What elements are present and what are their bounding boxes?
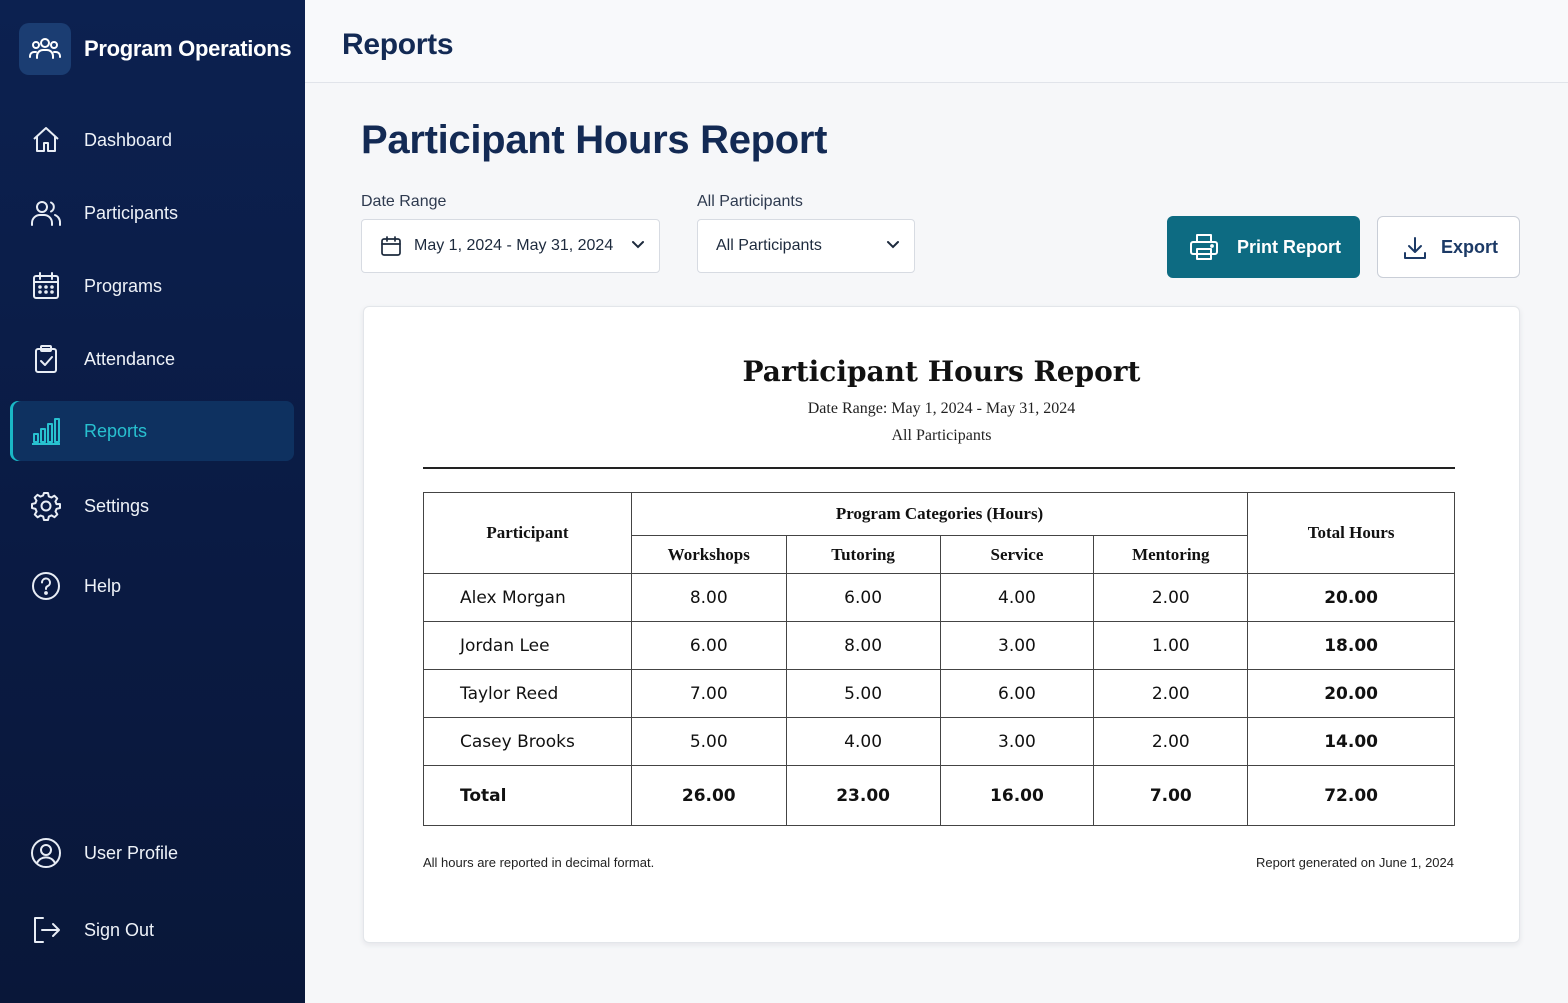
sidebar-item-sign-out[interactable] bbox=[10, 900, 294, 960]
sidebar-item-label: Programs bbox=[84, 275, 163, 296]
grand-total: 72.00 bbox=[1248, 766, 1455, 826]
row-total-hours: 14.00 bbox=[1248, 718, 1455, 766]
participant-name: Jordan Lee bbox=[424, 622, 632, 670]
calendar-icon bbox=[380, 235, 402, 262]
sidebar-item-settings[interactable] bbox=[10, 476, 294, 536]
participant-name: Taylor Reed bbox=[424, 670, 632, 718]
sidebar-item-attendance[interactable] bbox=[10, 329, 294, 389]
service-header: Service bbox=[940, 536, 1094, 574]
top-header bbox=[305, 0, 1568, 83]
sidebar-item-label: Settings bbox=[84, 495, 150, 516]
table-row bbox=[424, 670, 1455, 718]
sign-out-icon bbox=[30, 914, 62, 946]
sidebar-item-label: Help bbox=[84, 575, 122, 596]
service-hours: 6.00 bbox=[940, 670, 1094, 718]
print-report-label: Print Report bbox=[1237, 236, 1342, 257]
totals-label: Total bbox=[424, 766, 632, 826]
gear-icon bbox=[30, 490, 62, 522]
program-categories-header: Program Categories (Hours) bbox=[631, 493, 1247, 536]
header-title: Reports bbox=[342, 28, 454, 61]
brand[interactable] bbox=[19, 23, 291, 75]
export-button[interactable] bbox=[1377, 216, 1520, 278]
table-row bbox=[424, 718, 1455, 766]
participant-header: Participant bbox=[424, 493, 632, 574]
sidebar-item-programs[interactable] bbox=[10, 256, 294, 316]
totals-row bbox=[424, 766, 1455, 826]
chevron-down-icon bbox=[631, 237, 645, 255]
row-total-hours: 20.00 bbox=[1248, 670, 1455, 718]
table-row bbox=[424, 622, 1455, 670]
report-title: Participant Hours Report bbox=[742, 355, 1141, 388]
workshops-hours: 8.00 bbox=[631, 574, 786, 622]
date-range-label: Date Range bbox=[361, 193, 447, 210]
download-icon bbox=[1402, 235, 1428, 266]
participants-select-value: All Participants bbox=[716, 237, 822, 254]
print-report-button[interactable] bbox=[1167, 216, 1360, 278]
participant-name: Casey Brooks bbox=[424, 718, 632, 766]
sidebar-item-label: Reports bbox=[84, 420, 148, 441]
mentoring-hours: 2.00 bbox=[1094, 718, 1248, 766]
sidebar-item-label: User Profile bbox=[84, 842, 179, 863]
sidebar-item-label: Dashboard bbox=[84, 129, 173, 150]
report-generated-date: Report generated on June 1, 2024 bbox=[1255, 855, 1454, 870]
service-total: 16.00 bbox=[940, 766, 1094, 826]
mentoring-header: Mentoring bbox=[1094, 536, 1248, 574]
tutoring-total: 23.00 bbox=[786, 766, 940, 826]
report-preview bbox=[363, 306, 1520, 943]
date-range-select[interactable] bbox=[361, 219, 660, 273]
row-total-hours: 20.00 bbox=[1248, 574, 1455, 622]
sidebar-item-label: Participants bbox=[84, 202, 179, 223]
workshops-hours: 6.00 bbox=[631, 622, 786, 670]
mentoring-hours: 1.00 bbox=[1094, 622, 1248, 670]
page-title: Participant Hours Report bbox=[361, 118, 828, 162]
tutoring-hours: 4.00 bbox=[786, 718, 940, 766]
sidebar-item-help[interactable] bbox=[10, 556, 294, 616]
table-row bbox=[424, 574, 1455, 622]
mentoring-total: 7.00 bbox=[1094, 766, 1248, 826]
participant-name: Alex Morgan bbox=[424, 574, 632, 622]
sidebar-item-label: Sign Out bbox=[84, 919, 155, 940]
sidebar-item-dashboard[interactable] bbox=[10, 110, 294, 170]
sidebar-item-reports[interactable] bbox=[10, 401, 294, 461]
home-icon bbox=[30, 124, 62, 156]
printer-icon bbox=[1189, 233, 1219, 266]
hours-table bbox=[423, 492, 1455, 826]
user-circle-icon bbox=[30, 837, 62, 869]
tutoring-hours: 8.00 bbox=[786, 622, 940, 670]
users-group-icon bbox=[19, 23, 71, 75]
calendar-icon bbox=[30, 270, 62, 302]
workshops-hours: 5.00 bbox=[631, 718, 786, 766]
users-icon bbox=[30, 197, 62, 229]
chevron-down-icon bbox=[886, 237, 900, 255]
tutoring-hours: 6.00 bbox=[786, 574, 940, 622]
sidebar-item-user-profile[interactable] bbox=[10, 823, 294, 883]
workshops-header: Workshops bbox=[631, 536, 786, 574]
report-footnote: All hours are reported in decimal format. bbox=[423, 855, 655, 870]
sidebar bbox=[0, 0, 305, 1003]
bar-chart-icon bbox=[30, 415, 62, 447]
service-hours: 3.00 bbox=[940, 622, 1094, 670]
report-scope: All Participants bbox=[891, 427, 992, 444]
workshops-total: 26.00 bbox=[631, 766, 786, 826]
sidebar-item-label: Attendance bbox=[84, 348, 176, 369]
app-name: Program Operations bbox=[84, 36, 292, 61]
row-total-hours: 18.00 bbox=[1248, 622, 1455, 670]
workshops-hours: 7.00 bbox=[631, 670, 786, 718]
service-hours: 3.00 bbox=[940, 718, 1094, 766]
participants-filter-label: All Participants bbox=[697, 193, 803, 210]
sidebar-item-participants[interactable] bbox=[10, 183, 294, 243]
mentoring-hours: 2.00 bbox=[1094, 670, 1248, 718]
help-circle-icon bbox=[30, 570, 62, 602]
date-range-value: May 1, 2024 - May 31, 2024 bbox=[414, 237, 614, 254]
report-date-range: Date Range: May 1, 2024 - May 31, 2024 bbox=[807, 400, 1076, 417]
tutoring-header: Tutoring bbox=[786, 536, 940, 574]
export-label: Export bbox=[1441, 236, 1499, 257]
total-hours-header: Total Hours bbox=[1248, 493, 1455, 574]
report-divider bbox=[423, 467, 1455, 469]
tutoring-hours: 5.00 bbox=[786, 670, 940, 718]
participants-select[interactable] bbox=[697, 219, 915, 273]
clipboard-check-icon bbox=[30, 343, 62, 375]
mentoring-hours: 2.00 bbox=[1094, 574, 1248, 622]
service-hours: 4.00 bbox=[940, 574, 1094, 622]
